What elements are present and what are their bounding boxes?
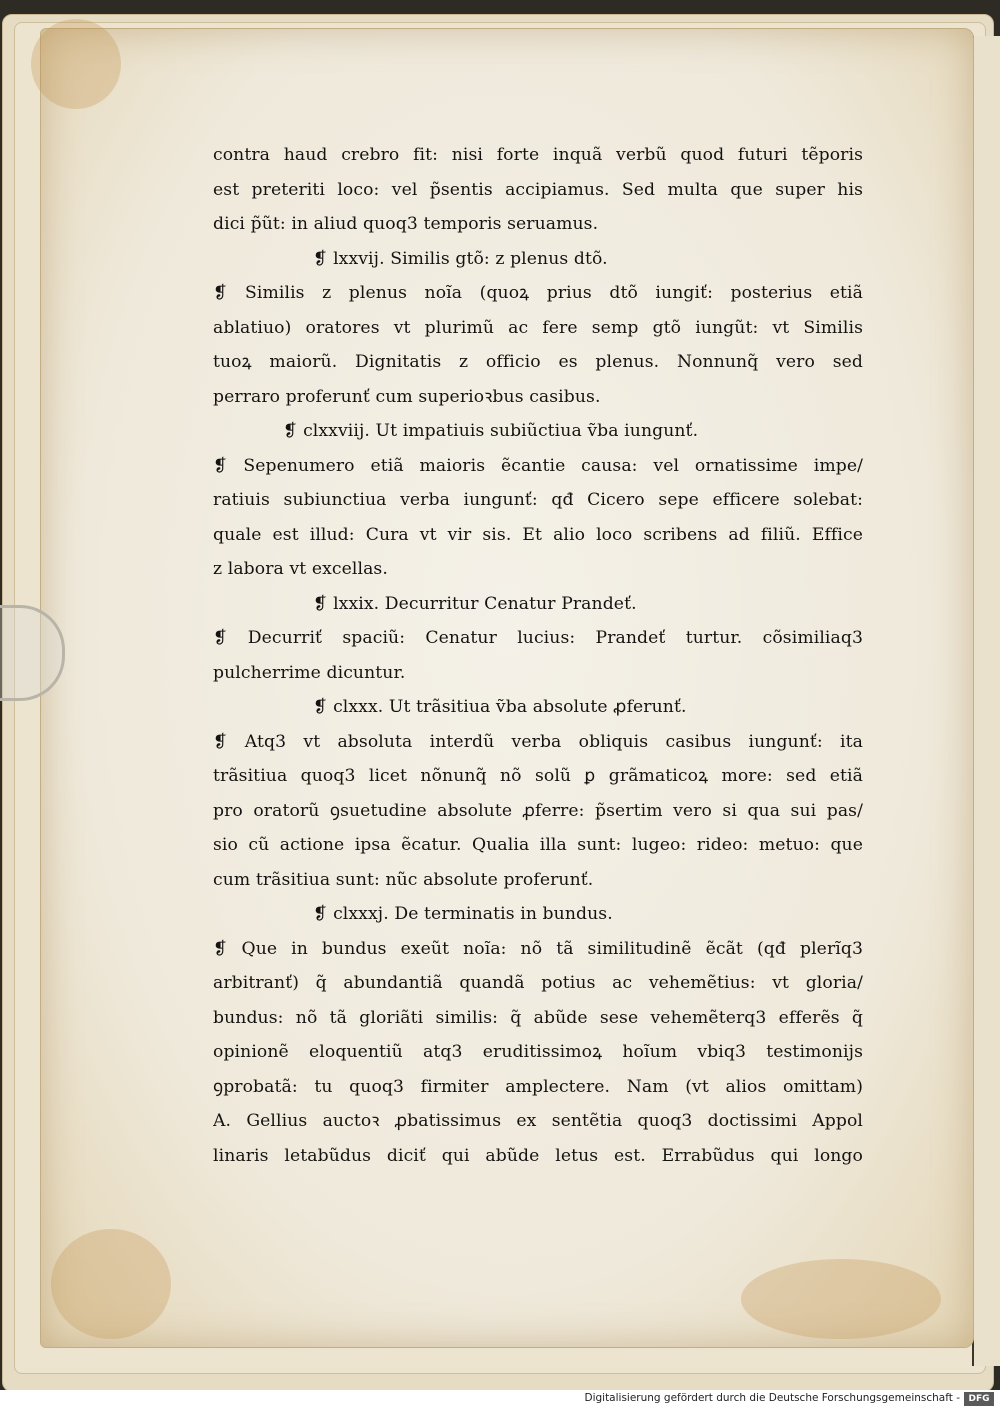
text-line: ❡ Similis z plenus noĩa (quoꝝ prius dtõ iungiť: posterius etiã (213, 283, 863, 303)
text-line: pro oratorũ ꝯsuetudine absolute ꝓferre: p̃sertim vero si qua sui pas/ (213, 800, 863, 821)
section-heading-line: ❡ clxxx. Ut trãsitiua ṽba absolute ꝓferunť. (313, 697, 687, 717)
text-line: z labora vt excellas. (213, 559, 388, 579)
text-line: est preteriti loco: vel p̃sentis accipiamus. Sed multa que super his (213, 179, 863, 200)
text-line: tuoꝝ maiorũ. Dignitatis z officio es plenus. Nonnunq̃ vero sed (213, 352, 863, 372)
section-heading-line: ❡ clxxviij. Ut impatiuis subiũctiua ṽba iungunť. (283, 421, 699, 441)
text-line: bundus: nõ tã gloriãti similis: q̃ abũde sese vehemẽterq3 efferẽs q̃ (213, 1007, 863, 1028)
page-stain (741, 1259, 941, 1339)
dfg-logo: DFG (964, 1392, 994, 1406)
text-line: sio cũ actione ipsa ẽcatur. Qualia illa sunt: lugeo: rideo: metuo: que (213, 835, 863, 855)
text-line: ratiuis subiunctiua verba iungunť: qđ Cicero sepe efficere solebat: (213, 490, 863, 510)
text-line: ❡ Sepenumero etiã maioris ẽcantie causa: vel ornatissime impe/ (213, 455, 863, 476)
footer-bar (0, 1390, 1000, 1409)
page-stain (51, 1229, 171, 1339)
text-line: ꝯprobatã: tu quoq3 firmiter amplectere. Nam (vt alios omittam) (213, 1076, 863, 1097)
text-line: linaris letabũdus diciť qui abũde letus est. Errabũdus qui longo (213, 1145, 863, 1166)
text-line: trãsitiua quoq3 licet nõnunq̃ nõ solũ ꝑ grãmaticoꝝ more: sed etiã (213, 766, 863, 786)
text-line: opinionẽ eloquentiũ atq3 eruditissimoꝝ hoĩum vbiq3 testimonijs (213, 1042, 863, 1062)
text-line: ablatiuo) oratores vt plurimũ ac fere semp gtõ iungũt: vt Similis (213, 317, 863, 338)
text-line: contra haud crebro fit: nisi forte inquã verbũ quod futuri tẽporis (213, 145, 863, 165)
text-line: A. Gellius auctoꝛ ꝓbatissimus ex sentẽtia quoq3 doctissimi Appol (213, 1111, 863, 1131)
section-heading-line: ❡ lxxvij. Similis gtõ: z plenus dtõ. (313, 248, 608, 269)
text-line: quale est illud: Cura vt vir sis. Et alio loco scribens ad filiũ. Effice (213, 524, 863, 545)
section-heading-line: ❡ clxxxj. De terminatis in bundus. (313, 904, 613, 924)
facing-page-edge (972, 36, 1000, 1366)
text-line: pulcherrime dicuntur. (213, 662, 406, 683)
funding-credit: Digitalisierung gefördert durch die Deutsche Forschungsgemeinschaft - (584, 1392, 960, 1404)
section-heading-line: ❡ lxxix. Decurritur Cenatur Prandeť. (313, 593, 637, 614)
text-line: cum trãsitiua sunt: nũc absolute proferunť. (213, 869, 594, 890)
text-line: arbitranť) q̃ abundantiã quandã potius ac vehemẽtius: vt gloria/ (213, 973, 863, 993)
text-line: dici p̃ũt: in aliud quoq3 temporis seruamus. (213, 214, 599, 234)
text-line: ❡ Atq3 vt absoluta interdũ verba obliquis casibus iungunť: ita (213, 731, 863, 752)
text-line: ❡ Decurriť spaciũ: Cenatur lucius: Prandeť turtur. cõsimiliaq3 (213, 628, 863, 648)
page-stain (31, 19, 121, 109)
text-line: perraro proferunť cum superioꝛbus casibus. (213, 386, 601, 407)
text-line: ❡ Que in bundus exeũt noĩa: nõ tã similitudinẽ ẽcãt (qđ plerĩq3 (213, 938, 863, 959)
text-body (213, 138, 863, 1173)
